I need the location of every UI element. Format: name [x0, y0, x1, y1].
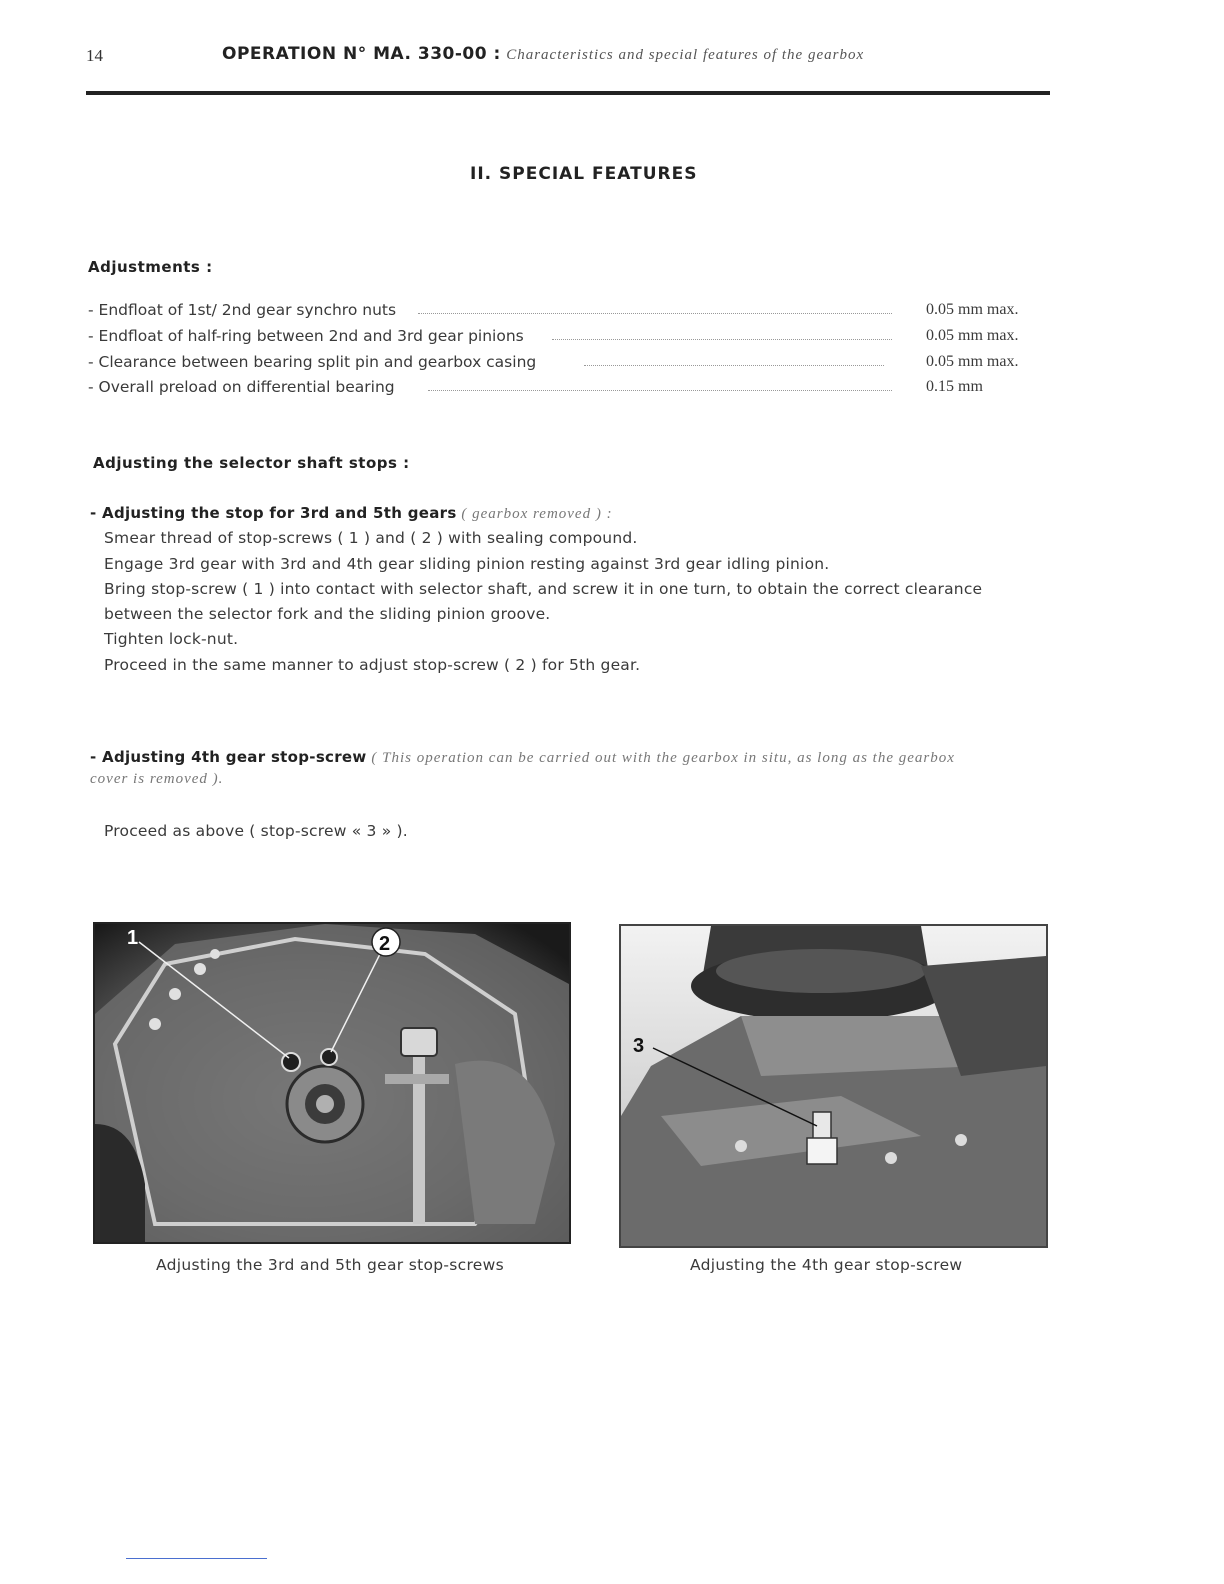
selector-heading: Adjusting the selector shaft stops :	[93, 454, 410, 472]
gearbox-casing-illustration	[95, 924, 569, 1242]
gearbox-photo-left	[93, 922, 571, 1244]
header-rule	[86, 91, 1050, 95]
spec-row	[88, 378, 1038, 402]
instruction-line: Smear thread of stop-screws ( 1 ) and ( 2 ) with sealing compound.	[104, 529, 638, 547]
stop-4-note: ( This operation can be carried out with the gearbox in situ, as long as the gearbox	[371, 750, 955, 766]
spec-label: - Endfloat of half-ring between 2nd and 3rd gear pinions	[88, 327, 532, 345]
operation-number: OPERATION N° MA. 330-00 :	[222, 44, 501, 64]
page-number: 14	[86, 46, 103, 65]
stop-4-heading	[90, 748, 955, 767]
page-header	[222, 44, 864, 64]
instruction-line: between the selector fork and the sliding pinion groove.	[104, 605, 551, 623]
adjustments-heading: Adjustments :	[88, 258, 213, 276]
spec-label: - Overall preload on differential bearing	[88, 378, 403, 396]
figure-caption-right: Adjusting the 4th gear stop-screw	[690, 1256, 963, 1274]
instruction-line: Engage 3rd gear with 3rd and 4th gear sliding pinion resting against 3rd gear idling pinion.	[104, 555, 830, 573]
leader-dots	[428, 390, 892, 391]
instruction-line: Bring stop-screw ( 1 ) into contact with selector shaft, and screw it in one turn, to obtain the correct clearance	[104, 580, 983, 598]
stop-35-note: ( gearbox removed ) :	[461, 506, 613, 522]
stop-4-title: - Adjusting 4th gear stop-screw	[90, 748, 367, 766]
leader-dots	[584, 365, 884, 366]
instruction-line: Proceed in the same manner to adjust stop-screw ( 2 ) for 5th gear.	[104, 656, 641, 674]
callout-1: 1	[127, 927, 139, 949]
gearbox-housing-illustration	[621, 926, 1046, 1246]
stop-35-heading	[90, 504, 613, 523]
footer-line	[126, 1558, 267, 1559]
spec-row	[88, 353, 1038, 377]
spec-value: 0.15 mm	[926, 378, 983, 395]
instruction-line: Tighten lock-nut.	[104, 630, 239, 648]
spec-value: 0.05 mm max.	[926, 353, 1019, 370]
header-subtitle: Characteristics and special features of the gearbox	[506, 47, 865, 63]
instruction-line: Proceed as above ( stop-screw « 3 » ).	[104, 822, 408, 840]
spec-value: 0.05 mm max.	[926, 327, 1019, 344]
leader-dots	[418, 313, 892, 314]
gearbox-photo-right	[619, 924, 1048, 1248]
leader-dots	[552, 339, 892, 340]
figure-caption-left: Adjusting the 3rd and 5th gear stop-screws	[156, 1256, 504, 1274]
stop-35-title: - Adjusting the stop for 3rd and 5th gears	[90, 504, 457, 522]
stop-4-note-continued: cover is removed ).	[90, 771, 224, 787]
callout-3: 3	[633, 1035, 645, 1057]
callout-2: 2	[379, 933, 391, 955]
spec-label: - Clearance between bearing split pin and gearbox casing	[88, 353, 544, 371]
spec-row	[88, 301, 1038, 325]
spec-label: - Endfloat of 1st/ 2nd gear synchro nuts	[88, 301, 404, 319]
spec-row	[88, 327, 1038, 351]
section-title: II. SPECIAL FEATURES	[470, 164, 698, 184]
spec-value: 0.05 mm max.	[926, 301, 1019, 318]
